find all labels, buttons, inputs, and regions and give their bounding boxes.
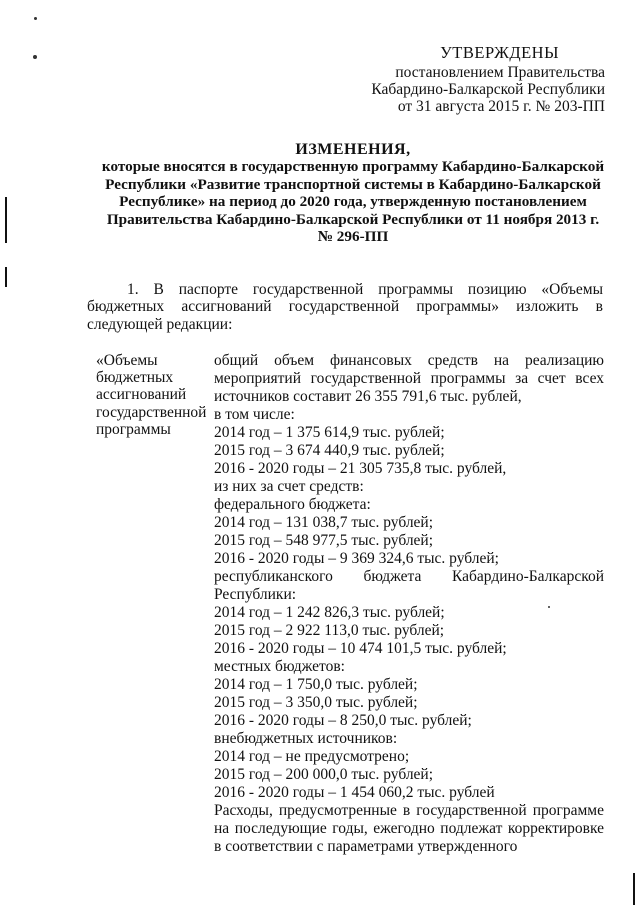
paragraph-1 — [87, 281, 603, 333]
label-line-5: программы — [96, 420, 171, 438]
republican-2014: 2014 год – 1 242 826,3 тыс. рублей; — [214, 604, 445, 621]
title-line-2: Республики «Развитие транспортной системы в Кабардино-Балкарской — [105, 175, 601, 193]
republican-label: республиканского бюджета Кабардино-Балкарской Республики: — [214, 568, 604, 603]
label-line-4: государственной — [96, 403, 207, 421]
local-2015: 2015 год – 3 350,0 тыс. рублей; — [214, 694, 418, 711]
federal-2014: 2014 год – 131 038,7 тыс. рублей; — [214, 514, 434, 531]
total-2015: 2015 год – 3 674 440,9 тыс. рублей; — [214, 442, 445, 459]
local-label: местных бюджетов: — [214, 658, 345, 675]
title-line-3: Республике» на период до 2020 года, утвержденную постановлением — [119, 193, 587, 211]
extrabudget-label: внебюджетных источников: — [214, 730, 398, 747]
extrabudget-2015: 2015 год – 200 000,0 тыс. рублей; — [214, 766, 434, 783]
extrabudget-2014: 2014 год – не предусмотрено; — [214, 748, 410, 765]
expenses-note: Расходы, предусмотренные в государственной программе на последующие годы, ежегодно подлежат корректировке в соответствии с параметрами утвержденного — [214, 802, 604, 855]
paragraph-1-text: 1. В паспорте государственной программы позицию «Объемы бюджетных ассигнований государственной программы» изложить в следующей редакции: — [87, 281, 603, 333]
federal-2016-2020: 2016 - 2020 годы – 9 369 324,6 тыс. рублей; — [214, 550, 499, 567]
title-line-5: № 296-ПП — [317, 228, 389, 246]
federal-label: федерального бюджета: — [214, 496, 371, 513]
local-2016-2020: 2016 - 2020 годы – 8 250,0 тыс. рублей; — [214, 712, 472, 729]
total-2016-2020: 2016 - 2020 годы – 21 305 735,8 тыс. рублей, — [214, 460, 507, 477]
approval-stamp — [360, 44, 605, 115]
title-heading: ИЗМЕНЕНИЯ, — [295, 141, 411, 158]
label-line-2: бюджетных — [96, 369, 174, 387]
approval-line-3: от 31 августа 2015 г. № 203-ПП — [397, 98, 605, 115]
extrabudget-2016-2020: 2016 - 2020 годы – 1 454 060,2 тыс. рублей — [214, 784, 495, 801]
scan-speck-1 — [34, 17, 37, 20]
passport-position-content — [214, 352, 604, 856]
approved-heading: УТВЕРЖДЕНЫ — [440, 43, 559, 62]
local-2014: 2014 год – 1 750,0 тыс. рублей; — [214, 676, 418, 693]
title-line-1: которые вносятся в государственную программу Кабардино-Балкарской — [101, 158, 605, 176]
margin-bar-3 — [633, 873, 635, 905]
republican-2016-2020: 2016 - 2020 годы – 10 474 101,5 тыс. рублей; — [214, 640, 507, 657]
including-label: в том числе: — [214, 406, 295, 423]
scan-speck-2 — [33, 55, 37, 59]
approval-line-1: постановлением Правительства — [395, 64, 605, 81]
federal-2015: 2015 год – 548 977,5 тыс. рублей; — [214, 532, 434, 549]
document-title — [88, 141, 618, 245]
passport-position-label — [96, 352, 216, 438]
approval-line-2: Кабардино-Балкарской Республики — [371, 81, 605, 98]
label-line-3: ассигнований — [96, 386, 187, 404]
margin-bar-2 — [5, 267, 7, 287]
total-2014: 2014 год – 1 375 614,9 тыс. рублей; — [214, 424, 445, 441]
total-volume-text: общий объем финансовых средств на реализацию мероприятий государственной программы за счет всех источников составит 26 355 791,6 тыс. рублей, — [214, 352, 604, 405]
of-which-label: из них за счет средств: — [214, 478, 364, 495]
margin-bar-1 — [5, 197, 7, 243]
title-line-4: Правительства Кабардино-Балкарской Республики от 11 ноября 2013 г. — [106, 210, 600, 228]
label-line-1: «Объемы — [96, 352, 158, 369]
republican-2015: 2015 год – 2 922 113,0 тыс. рублей; — [214, 622, 445, 639]
